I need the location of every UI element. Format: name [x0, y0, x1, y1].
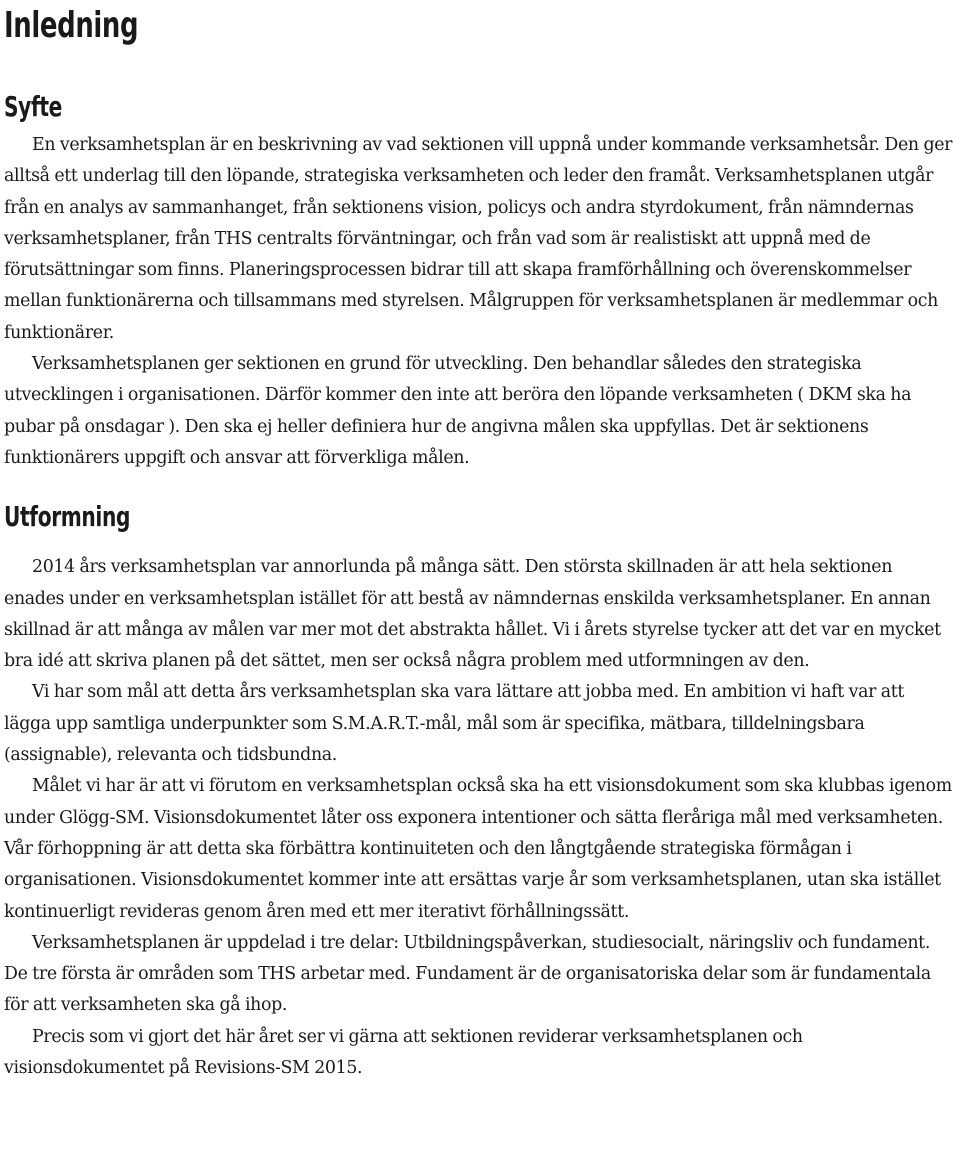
- paragraph: Målet vi har är att vi förutom en verksamhetsplan också ska ha ett visionsdokument som ska klubbas igenom under Glögg-SM. Visionsdokumentet låter oss exponera intentioner och sätta fleråriga mål med verksamheten. Vår förhoppning är att detta ska förbättra kontinuiteten och den långtgående strategiska förmågan i organisationen. Visionsdokumentet kommer inte att ersättas varje år som verksamhetsplanen, utan ska istället kontinuerligt revideras genom åren med ett mer iterativt förhållningssätt.: [4, 776, 952, 922]
- paragraph: Vi har som mål att detta års verksamhetsplan ska vara lättare att jobba med. En ambition vi haft var att lägga upp samtliga underpunkter som S.M.A.R.T.-mål, mål som är specifika, mätbara, tilldelningsbara (assignable), relevanta och tidsbundna.: [4, 682, 905, 766]
- paragraph: Verksamhetsplanen ger sektionen en grund för utveckling. Den behandlar således den strategiska utvecklingen i organisationen. Därför kommer den inte att beröra den löpande verksamheten ( DKM ska ha pubar på onsdagar ). Den ska ej heller definiera hur de angivna målen ska uppfyllas. Det är sektionens funktionärers uppgift och ansvar att förverkliga målen.: [4, 354, 912, 468]
- document-page: [4, 0, 954, 1084]
- paragraph: 2014 års verksamhetsplan var annorlunda på många sätt. Den största skillnaden är att hela sektionen enades under en verksamhetsplan istället för att bestå av nämndernas enskilda verksamhetsplaner. En annan skillnad är att många av målen var mer mot det abstrakta hållet. Vi i årets styrelse tycker att det var en mycket bra idé att skriva planen på det sättet, men ser också några problem med utformningen av den.: [4, 557, 941, 672]
- paragraph: En verksamhetsplan är en beskrivning av vad sektionen vill uppnå under kommande verksamhetsår. Den ger alltså ett underlag till den löpande, strategiska verksamheten och leder den framåt. Verksamhetsplanen utgår från en analys av sammanhanget, från sektionens vision, policys och andra styrdokument, från nämndernas verksamhetsplaner, från THS centralts förväntningar, och från vad som är realistiskt att uppnå med de förutsättningar som finns. Planeringsprocessen bidrar till att skapa framförhållning och överenskommelser mellan funktionärerna och tillsammans med styrelsen. Målgruppen för verksamhetsplanen är medlemmar och funktionärer.: [4, 135, 953, 343]
- paragraph: Precis som vi gjort det här året ser vi gärna att sektionen reviderar verksamhetsplanen och visionsdokumentet på Revisions-SM 2015.: [4, 1026, 803, 1079]
- section-body-utformning: [4, 552, 954, 1084]
- section-body-syfte: [4, 130, 954, 474]
- paragraph: Verksamhetsplanen är uppdelad i tre delar: Utbildningspåverkan, studiesocialt, näringsliv och fundament. De tre första är områden som THS arbetar med. Fundament är de organisatoriska delar som är fundamentala för att verksamheten ska gå ihop.: [4, 932, 931, 1016]
- page-title: Inledning: [4, 5, 139, 46]
- section-heading-syfte: Syfte: [4, 90, 62, 123]
- section-heading-utformning: Utformning: [4, 500, 131, 534]
